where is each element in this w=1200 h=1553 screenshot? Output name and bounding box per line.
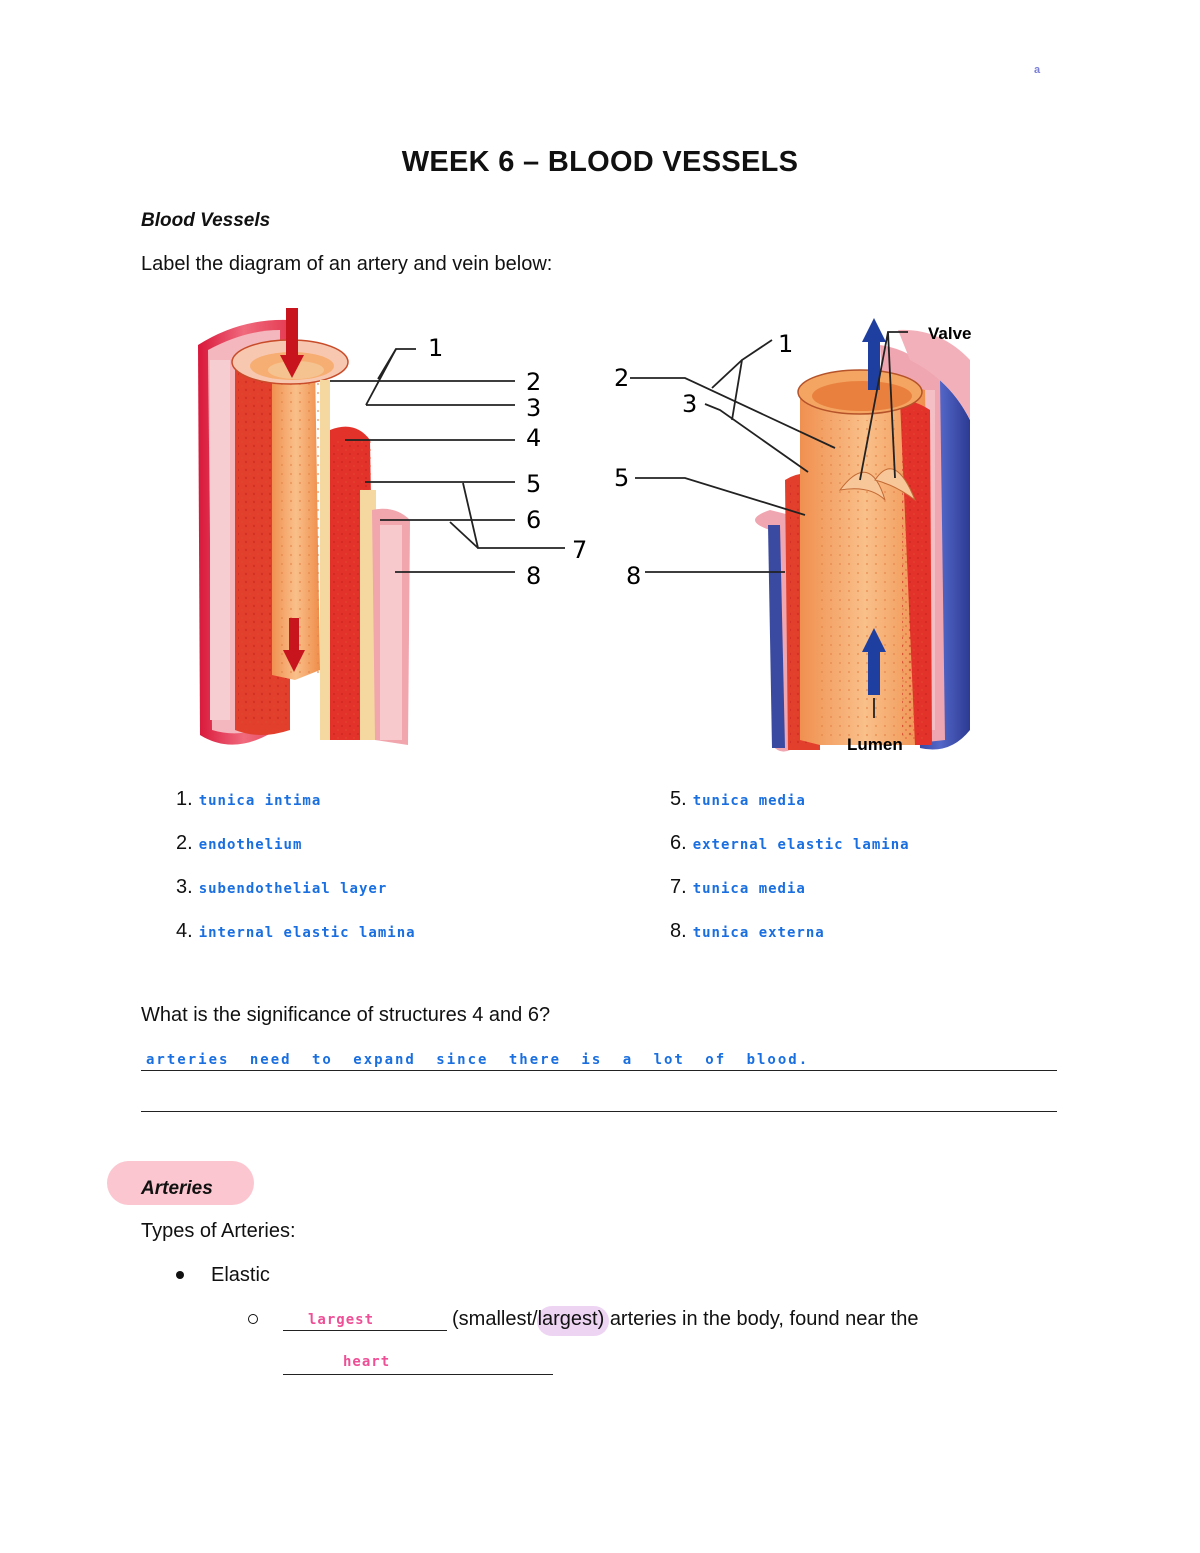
- vein-lumen-label: Lumen: [847, 735, 903, 754]
- answer-number: 8.: [670, 920, 687, 942]
- page-title: WEEK 6 – BLOOD VESSELS: [401, 146, 799, 178]
- answer-row: [176, 788, 416, 832]
- artery-label-6: 6: [526, 506, 542, 534]
- answer-text: tunica media: [692, 793, 806, 809]
- vein-label-5: 5: [614, 464, 630, 492]
- answer-text: endothelium: [198, 837, 303, 853]
- artery-illustration: [198, 308, 410, 745]
- answer-line-2: [141, 1111, 1057, 1112]
- answer-number: 7.: [670, 876, 687, 898]
- instruction-text: Label the diagram of an artery and vein below:: [141, 253, 553, 275]
- answer-row: [670, 876, 910, 920]
- answer-number: 2.: [176, 832, 193, 854]
- location-blank: [283, 1352, 553, 1375]
- location-answer: heart: [343, 1354, 391, 1370]
- answer-number: 4.: [176, 920, 193, 942]
- section-heading-blood-vessels: Blood Vessels: [141, 210, 271, 231]
- bullet-dot: [176, 1271, 184, 1279]
- answer-number: 5.: [670, 788, 687, 810]
- artery-label-8: 8: [526, 562, 542, 590]
- answer-number: 1.: [176, 788, 193, 810]
- sub-bullet-text: (smallest/largest) arteries in the body, found near the: [452, 1308, 919, 1330]
- vein-label-8: 8: [626, 562, 642, 590]
- types-of-arteries-label: Types of Arteries:: [141, 1220, 296, 1242]
- answer-row: [176, 832, 416, 876]
- artery-vein-diagram: [180, 300, 1020, 770]
- largest-answer: largest: [308, 1312, 375, 1328]
- answer-text: tunica intima: [198, 793, 322, 809]
- vein-label-3: 3: [682, 390, 698, 418]
- answer-line-1: [141, 1070, 1057, 1071]
- question-answer: arteries need to expand since there is a lot of blood.: [146, 1052, 810, 1068]
- answer-number: 3.: [176, 876, 193, 898]
- answer-row: [176, 876, 416, 920]
- corner-mark: a: [1034, 64, 1041, 76]
- question-text: What is the significance of structures 4 and 6?: [141, 1004, 551, 1026]
- sub-bullet-circle: [248, 1314, 258, 1324]
- bullet-elastic: Elastic: [211, 1264, 270, 1286]
- vein-label-1: 1: [778, 330, 794, 358]
- artery-label-3: 3: [526, 394, 542, 422]
- answer-text: tunica media: [692, 881, 806, 897]
- answer-text: external elastic lamina: [692, 837, 910, 853]
- artery-number-labels: [428, 334, 587, 590]
- vein-label-2: 2: [614, 364, 630, 392]
- answer-row: [176, 920, 416, 964]
- artery-label-2: 2: [526, 368, 542, 396]
- artery-label-7: 7: [572, 536, 588, 564]
- answer-text: internal elastic lamina: [198, 925, 416, 941]
- arteries-heading: Arteries: [141, 1178, 213, 1199]
- vein-valve-label: Valve: [928, 324, 972, 343]
- artery-label-4: 4: [526, 424, 542, 452]
- vein-illustration: [755, 318, 970, 752]
- answer-text: subendothelial layer: [198, 881, 388, 897]
- answer-row: [670, 832, 910, 876]
- answer-number: 6.: [670, 832, 687, 854]
- answer-text: tunica externa: [692, 925, 825, 941]
- largest-blank: [283, 1308, 447, 1331]
- artery-label-5: 5: [526, 470, 542, 498]
- vein-number-labels: [614, 330, 793, 590]
- artery-label-1: 1: [428, 334, 444, 362]
- answers-left-column: [176, 788, 416, 964]
- answer-row: [670, 920, 910, 964]
- answers-right-column: [670, 788, 910, 964]
- answer-row: [670, 788, 910, 832]
